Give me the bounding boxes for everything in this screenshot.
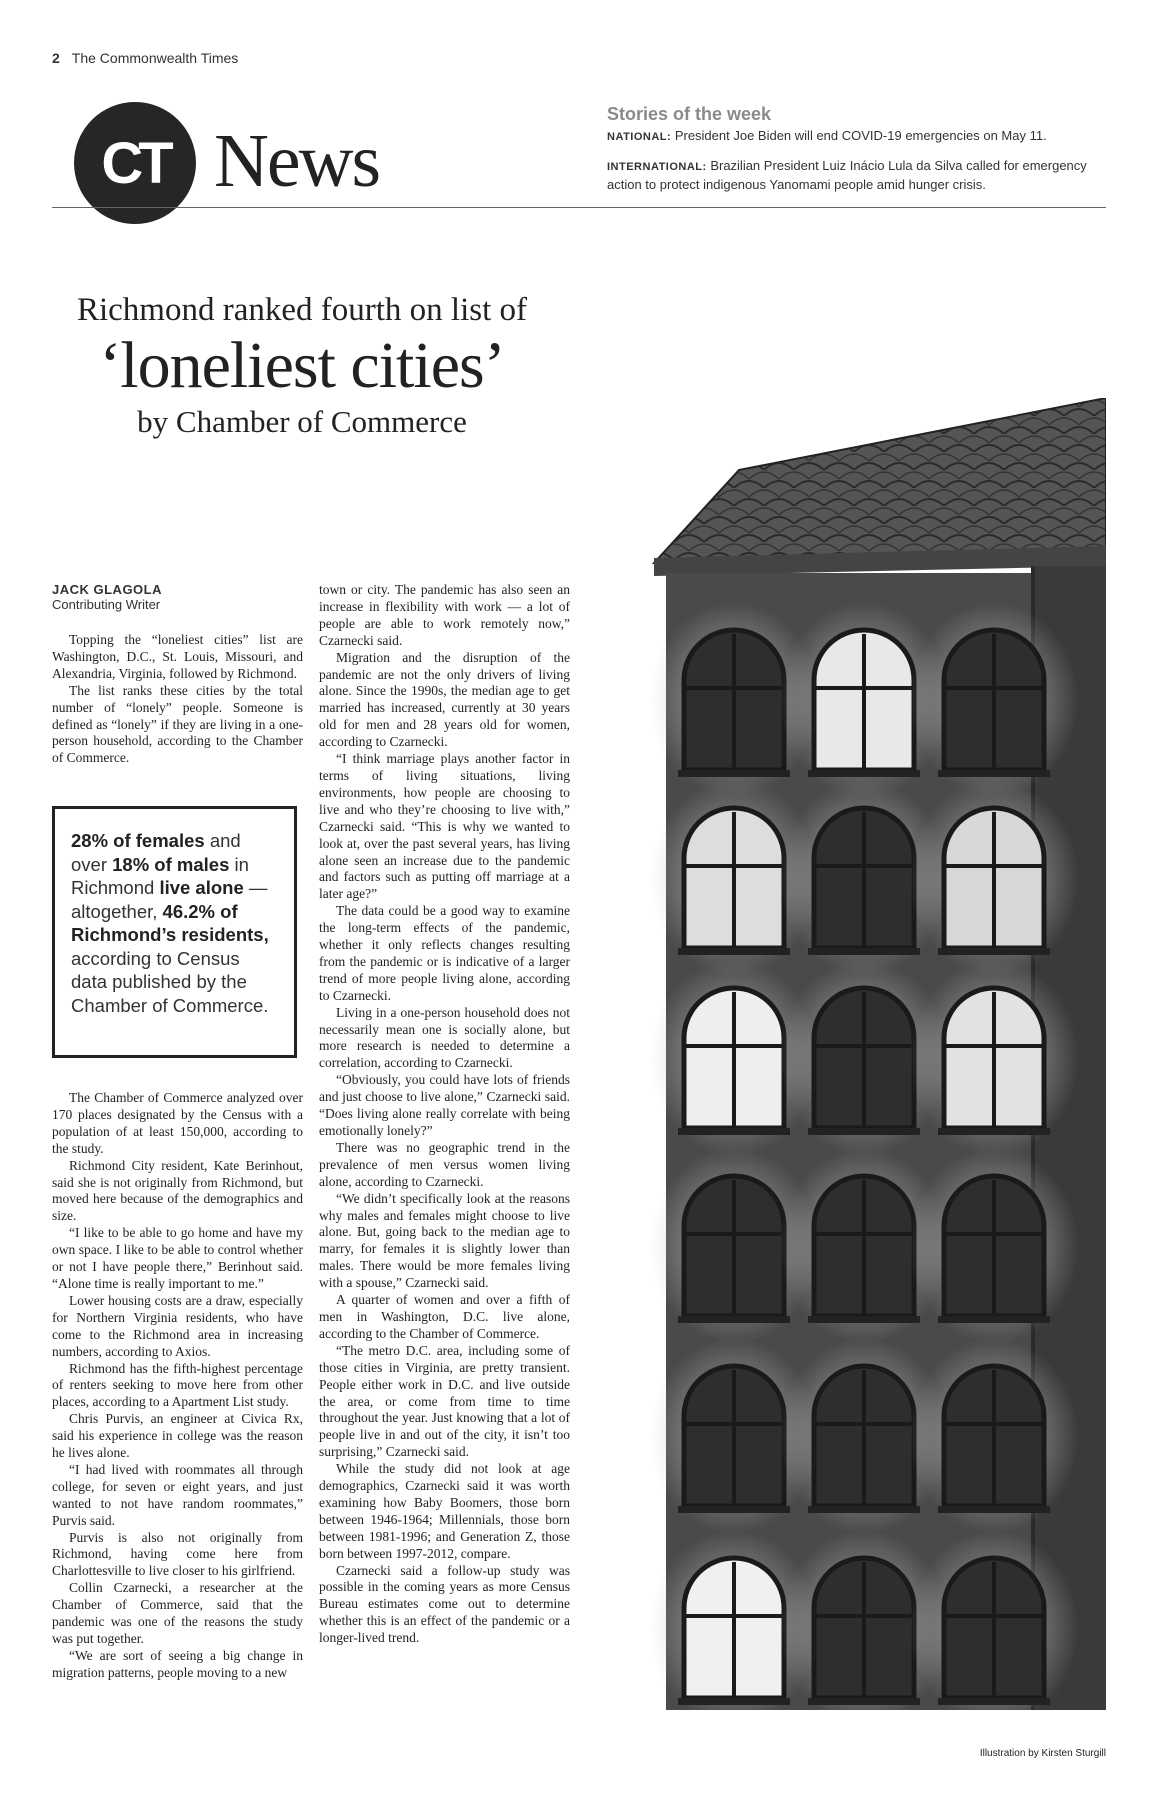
story-text: President Joe Biden will end COVID-19 emergencies on May 11. (674, 128, 1047, 143)
article-paragraph: “I think marriage plays another factor in terms of living situations, living environments, how people are choosing to live and who they’re choosing to live with,” Czarnecki said. “This is why we wanted to look at, over the past several years, has living alone seen an increase due to the pandemic and factors such as putting off marriage at a later age?” (319, 751, 570, 902)
logo-text: CT (101, 130, 169, 196)
author-name: JACK GLAGOLA (52, 582, 162, 597)
author-role: Contributing Writer (52, 597, 161, 612)
illustration-credit: Illustration by Kirsten Sturgill (979, 1748, 1106, 1759)
article-headline (52, 290, 552, 442)
article-column-2 (319, 582, 570, 1647)
pq-bold: live alone (159, 877, 244, 898)
window-sill (808, 1698, 920, 1705)
article-paragraph: “The metro D.C. area, including some of those cities in Virginia, are pretty transient. People either work in D.C. and live outside the area, or come from time to time throughout the year. Just knowing that a lot of people live in and out of the city, it isn’t too surprising,” Czarnecki said. (319, 1342, 570, 1460)
article-paragraph: While the study did not look at age demographics, Czarnecki said it was worth examining how Baby Boomers, those born between 1946-1964; Millennials, those born between 1981-1996; and Generation Z, those born between 1997-2012, compare. (319, 1461, 570, 1561)
ct-logo (74, 102, 196, 224)
window-sill (808, 1506, 920, 1513)
article-paragraph: “I like to be able to go home and have my own space. I like to be able to control whether or not I have people there,” Berinhout said. “Alone time is really important to me.” (52, 1225, 303, 1291)
window-sill (938, 770, 1050, 777)
headline-line-3: by Chamber of Commerce (137, 404, 467, 439)
article-paragraph: “Obviously, you could have lots of friends and just choose to live alone,” Czarnecki said. “Does living alone really correlate with being emotionally lonely?” (319, 1072, 570, 1138)
article-paragraph: The Chamber of Commerce analyzed over 170 places designated by the Census with a population of at least 150,000, according to the study. (52, 1090, 303, 1156)
byline (52, 582, 162, 612)
window-sill (678, 1128, 790, 1135)
story-national (607, 127, 1107, 146)
window-grid (649, 602, 1079, 1710)
article-column-1-bottom (52, 1090, 303, 1682)
page-number: 2 (52, 50, 60, 66)
window-sill (678, 948, 790, 955)
article-paragraph: There was no geographic trend in the prevalence of men versus women living alone, according to Czarnecki. (319, 1139, 570, 1189)
window-sill (808, 1316, 920, 1323)
window-sill (678, 1698, 790, 1705)
article-paragraph: “I had lived with roommates all through college, for seven or eight years, and just wanted to not have random roommates,” Purvis said. (52, 1461, 303, 1528)
pq-text: according to Census data published by the Chamber of Commerce. (71, 947, 269, 1016)
article-paragraph: Collin Czarnecki, a researcher at the Chamber of Commerce, said that the pandemic was one of the reasons the study was put together. (52, 1580, 303, 1646)
article-paragraph: The list ranks these cities by the total number of “lonely” people. Someone is defined as “lonely” if they are living in a one-person household, according to the Chamber of Commerce. (52, 682, 303, 766)
article-column-1-top (52, 632, 303, 767)
article-paragraph: town or city. The pandemic has also seen an increase in flexibility with work — a lot of people are able to work remotely now,” Czarnecki said. (319, 582, 570, 648)
headline-line-1: Richmond ranked fourth on list of (76, 292, 527, 328)
window-sill (938, 1316, 1050, 1323)
pq-bold: 18% of males (112, 853, 230, 875)
article-paragraph: Czarnecki said a follow-up study was possible in the coming years as more Census Bureau estimates come out to determine whether this is an effect of the pandemic or a longer-lived trend. (319, 1562, 570, 1646)
pq-text: and over (71, 830, 241, 875)
article-paragraph: Purvis is also not originally from Richmond, having come here from Charlottesville to live closer to his girlfriend. (52, 1529, 303, 1579)
window-sill (808, 1128, 920, 1135)
page-folio (52, 50, 238, 66)
article-paragraph: Richmond City resident, Kate Berinhout, said she is not originally from Richmond, but moved here because of the demographics and size. (52, 1157, 303, 1224)
article-paragraph: Chris Purvis, an engineer at Civica Rx, said his experience in college was the reason he lives alone. (52, 1411, 303, 1461)
pull-quote-box (52, 806, 297, 1058)
pq-text: in Richmond (71, 853, 249, 898)
stories-of-the-week (607, 104, 1107, 204)
article-paragraph: “We are sort of seeing a big change in migration patterns, people moving to a new (52, 1647, 303, 1680)
window-sill (938, 948, 1050, 955)
pq-bold: 46.2% of Richmond’s residents, (71, 900, 269, 945)
article-paragraph: Topping the “loneliest cities” list are Washington, D.C., St. Louis, Missouri, and Alexandria, Virginia, followed by Richmond. (52, 632, 303, 681)
pq-bold: 28% of females (71, 830, 205, 851)
article-paragraph: A quarter of women and over a fifth of men in Washington, D.C. live alone, according to the Chamber of Commerce. (319, 1292, 570, 1341)
window-sill (678, 770, 790, 777)
pq-text: — altogether, (71, 877, 268, 922)
stories-title: Stories of the week (607, 104, 772, 124)
window-sill (938, 1698, 1050, 1705)
section-title: News (214, 119, 380, 203)
window-sill (808, 948, 920, 955)
story-text: Brazilian President Luiz Inácio Lula da Silva called for emergency action to protect indigenous Yanomami people amid hunger crisis. (607, 158, 1087, 192)
article-paragraph: Richmond has the fifth-highest percentage of renters seeking to move here from other places, according to a Apartment List study. (52, 1360, 303, 1410)
publication-name: The Commonwealth Times (71, 50, 239, 66)
window-sill (808, 770, 920, 777)
article-paragraph: Living in a one-person household does not necessarily mean one is socially alone, but more research is needed to determine a correlation, according to Czarnecki. (319, 1004, 570, 1071)
window-sill (938, 1128, 1050, 1135)
window-sill (678, 1506, 790, 1513)
header-divider (52, 207, 1106, 208)
window-sill (678, 1316, 790, 1323)
story-tag: INTERNATIONAL: (607, 161, 707, 173)
story-tag: NATIONAL: (607, 131, 672, 143)
article-paragraph: “We didn’t specifically look at the reasons why males and females might choose to live alone. But, going back to the median age to marry, for females it is slightly lower than males. There would be more females living with a spouse,” Czarnecki said. (319, 1190, 570, 1291)
article-paragraph: Lower housing costs are a draw, especially for Northern Virginia residents, who have come to the Richmond area in increasing numbers, according to Axios. (52, 1292, 303, 1359)
headline-line-2: ‘loneliest cities’ (99, 329, 505, 402)
window-sill (938, 1506, 1050, 1513)
article-paragraph: The data could be a good way to examine the long-term effects of the pandemic, whether it only reflects changes resulting from the pandemic or is indicative of a larger trend of more people living alone, according to Czarnecki. (319, 903, 570, 1003)
story-international (607, 157, 1107, 193)
building-illustration (614, 398, 1106, 1710)
article-paragraph: Migration and the disruption of the pandemic are not the only drivers of living alone. Since the 1990s, the median age to get married has increased, currently at 30 years old for men and 28 years old for women, according to Czarnecki. (319, 649, 570, 750)
